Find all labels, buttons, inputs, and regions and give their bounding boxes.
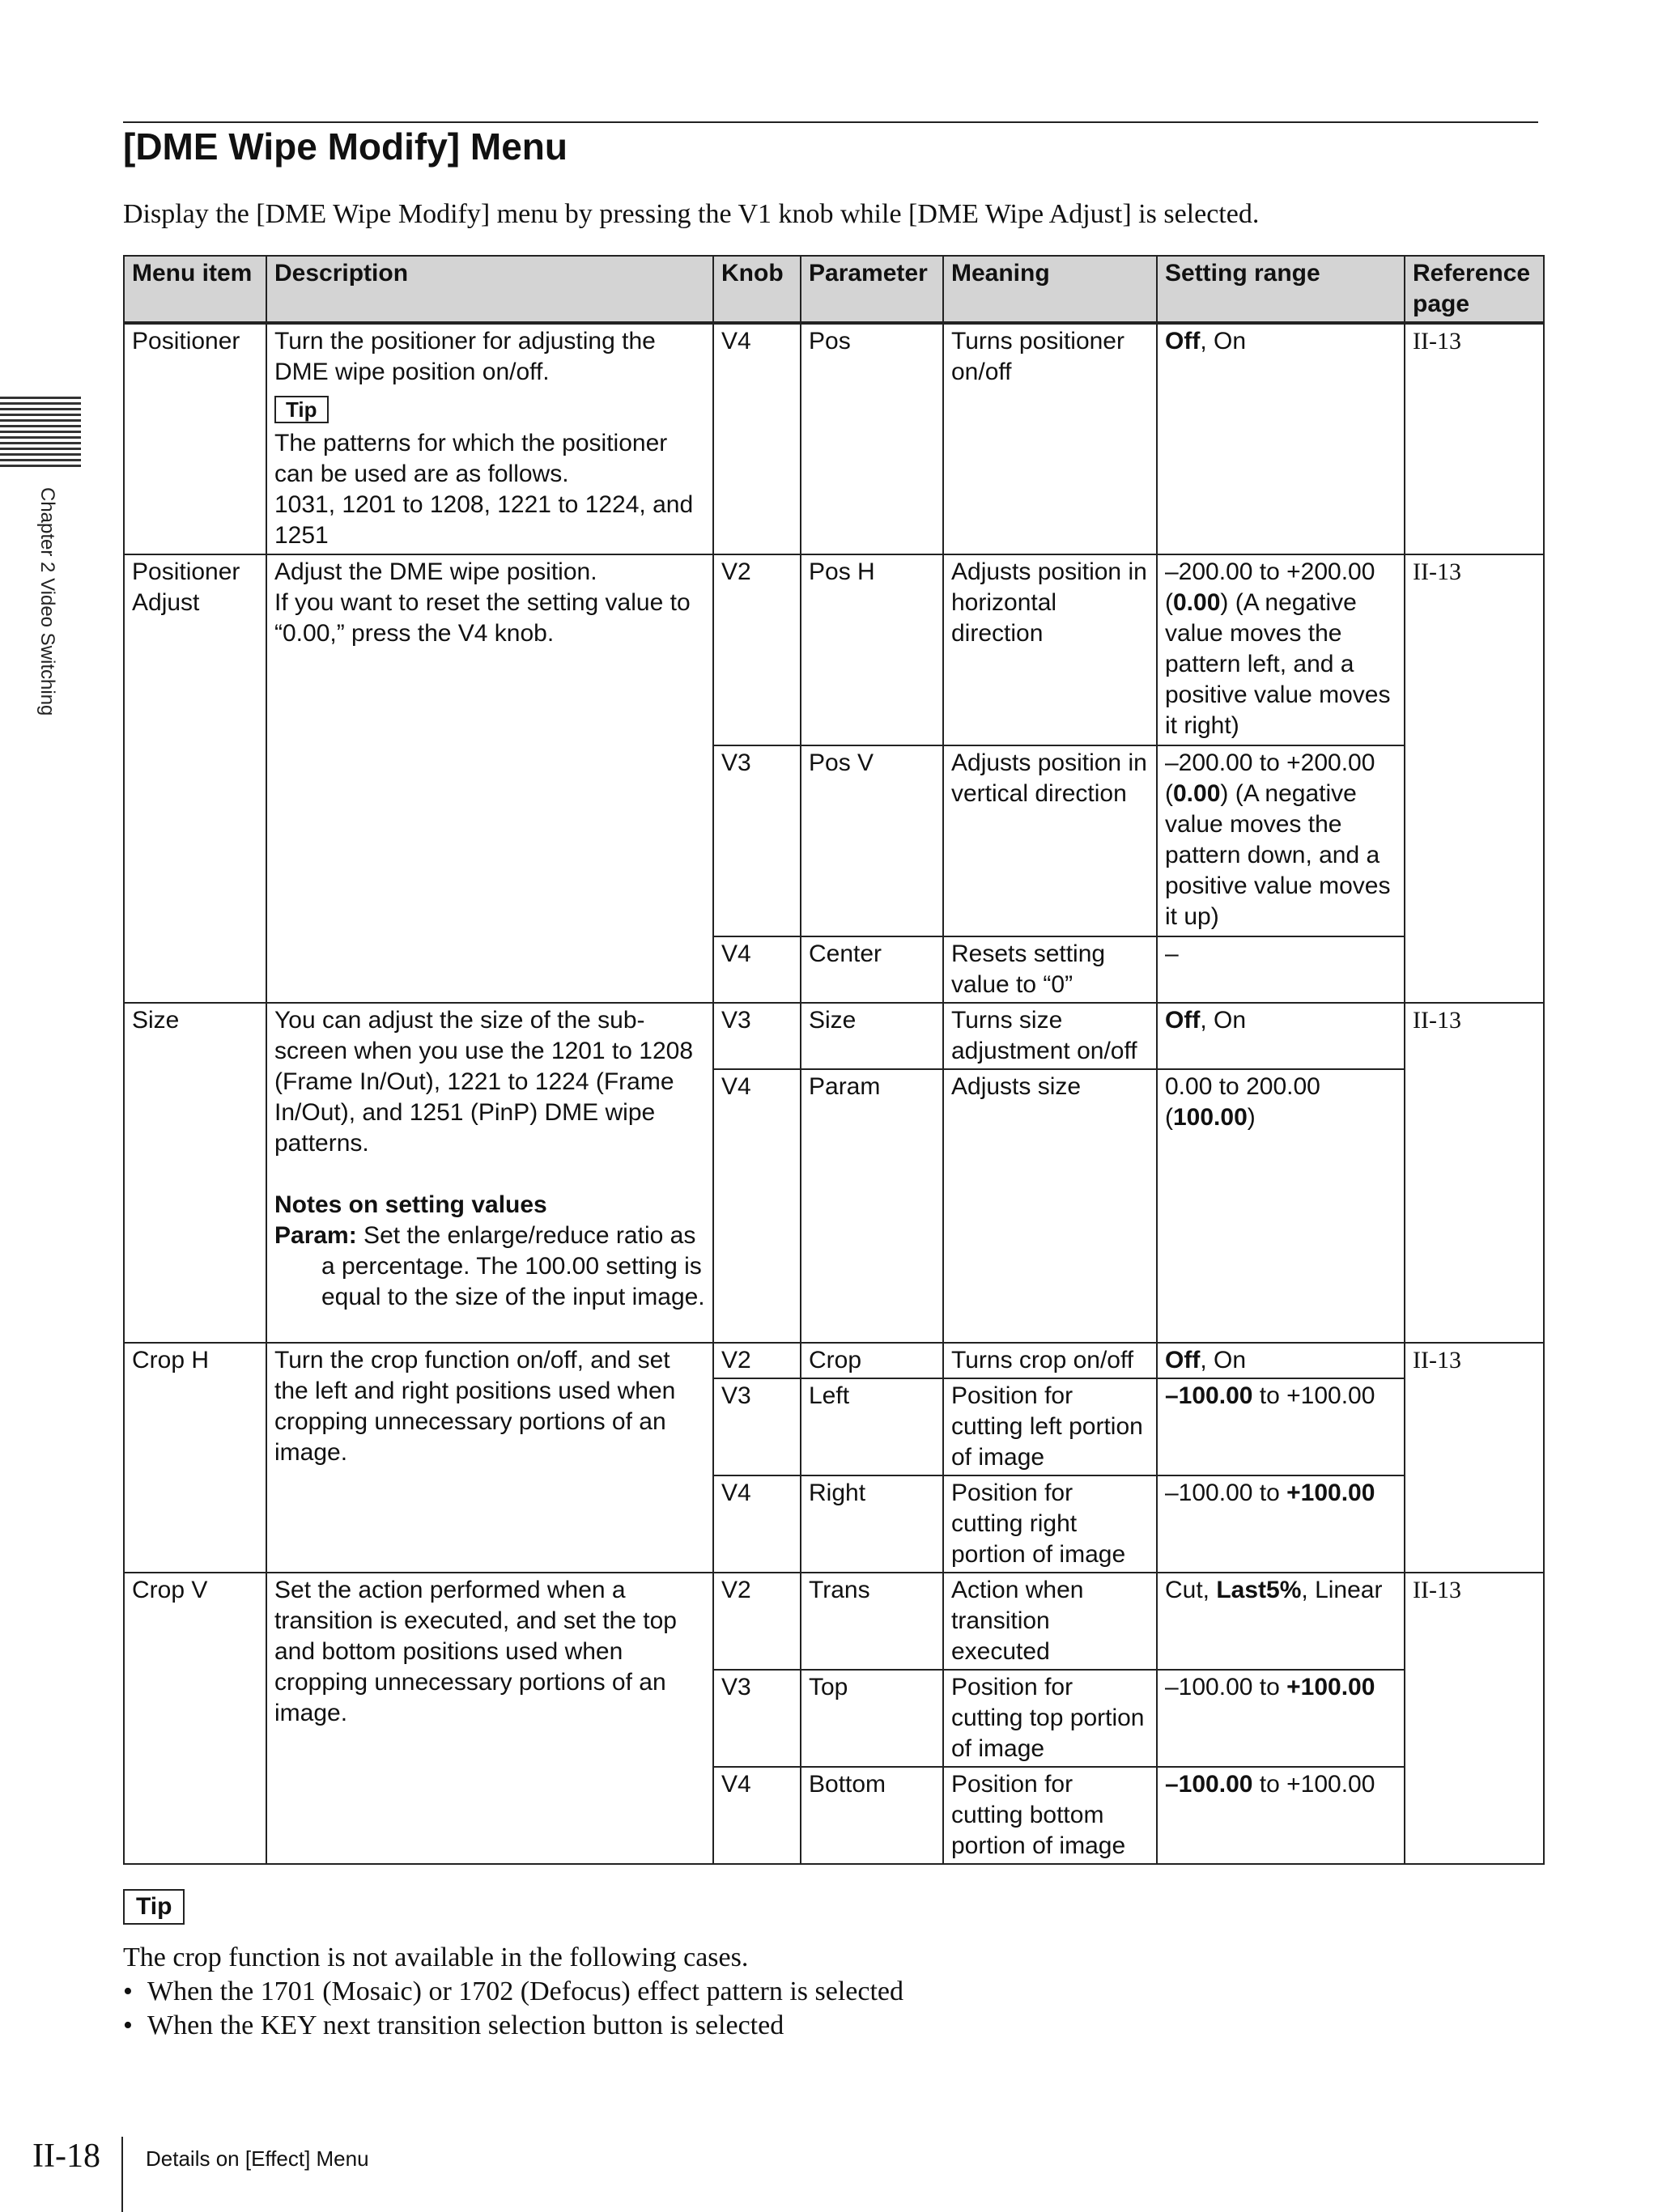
range-text: , On (1200, 1007, 1247, 1034)
parameter-cell: Top (801, 1670, 943, 1767)
meaning-cell: Action when transition executed (943, 1573, 1157, 1670)
menu-item-cell: Crop V (124, 1573, 266, 1864)
setting-range-cell (1157, 1003, 1405, 1069)
notes-heading: Notes on setting values (274, 1191, 547, 1218)
range-text: , On (1200, 328, 1247, 355)
menu-item-cell: Positioner Adjust (124, 554, 266, 1003)
header-knob: Knob (713, 256, 801, 323)
meaning-cell: Position for cutting top portion of image (943, 1670, 1157, 1767)
reference-page-cell: II-13 (1405, 1573, 1544, 1864)
parameter-cell: Left (801, 1378, 943, 1475)
range-text: , On (1200, 1347, 1247, 1373)
range-text: to +100.00 (1252, 1382, 1375, 1409)
meaning-cell: Position for cutting left portion of image (943, 1378, 1157, 1475)
notes-item (274, 1221, 705, 1313)
tip-section (123, 1941, 903, 2043)
tip-text: The patterns for which the positioner can be used are as follows. (274, 430, 668, 487)
menu-item-cell: Size (124, 1003, 266, 1343)
parameter-cell: Center (801, 936, 943, 1003)
range-text: –100.00 to (1165, 1480, 1287, 1506)
footer-section-title: Details on [Effect] Menu (146, 2146, 369, 2171)
default-value: +100.00 (1286, 1674, 1375, 1700)
meaning-cell: Adjusts position in horizontal direction (943, 554, 1157, 745)
setting-range-cell (1157, 1670, 1405, 1767)
setting-range-cell (1157, 1573, 1405, 1670)
parameter-cell: Pos V (801, 745, 943, 936)
default-value: Off (1165, 328, 1201, 355)
list-item: • When the 1701 (Mosaic) or 1702 (Defocus) effect pattern is selected (123, 1975, 903, 2009)
setting-range-cell (1157, 745, 1405, 936)
knob-cell: V4 (713, 936, 801, 1003)
meaning-cell: Turns positioner on/off (943, 323, 1157, 554)
description-text: If you want to reset the setting value to “0.00,” press the V4 knob. (274, 589, 691, 647)
range-text: Cut, (1165, 1577, 1217, 1603)
meaning-cell: Position for cutting right portion of image (943, 1475, 1157, 1573)
range-text: –200.00 to +200.00 ( (1165, 558, 1375, 616)
knob-cell: V3 (713, 1670, 801, 1767)
knob-cell: V2 (713, 1573, 801, 1670)
knob-cell: V4 (713, 323, 801, 554)
description-cell (266, 1003, 713, 1343)
default-value: –100.00 (1165, 1771, 1253, 1798)
tip-list (123, 1975, 903, 2043)
setting-range-cell (1157, 1343, 1405, 1378)
range-text: ) (1247, 1104, 1256, 1131)
setting-range-cell (1157, 554, 1405, 745)
parameter-cell: Param (801, 1069, 943, 1343)
menu-item-cell: Crop H (124, 1343, 266, 1573)
top-rule (123, 121, 1538, 123)
parameter-cell: Crop (801, 1343, 943, 1378)
setting-range-cell (1157, 1475, 1405, 1573)
range-text: –100.00 to (1165, 1674, 1287, 1700)
tip-pattern-list: 1031, 1201 to 1208, 1221 to 1224, and 1251 (274, 491, 694, 549)
header-description: Description (266, 256, 713, 323)
notes-label: Param: (274, 1222, 357, 1249)
setting-range-cell (1157, 323, 1405, 554)
description-cell: Turn the crop function on/off, and set the left and right positions used when cropping unnecessary portions of an image. (266, 1343, 713, 1573)
meaning-cell: Turns size adjustment on/off (943, 1003, 1157, 1069)
knob-cell: V3 (713, 745, 801, 936)
knob-cell: V3 (713, 1003, 801, 1069)
notes-text: Set the enlarge/reduce ratio as a percentage. The 100.00 setting is equal to the size of the input image. (321, 1222, 705, 1310)
reference-page-cell: II-13 (1405, 554, 1544, 1003)
description-cell (266, 554, 713, 1003)
range-text: ) (A negative value moves the pattern down, and a positive value moves it up) (1165, 780, 1391, 930)
knob-cell: V4 (713, 1767, 801, 1864)
range-text: –200.00 to +200.00 ( (1165, 749, 1375, 807)
header-setting-range: Setting range (1157, 256, 1405, 323)
range-text: to +100.00 (1252, 1771, 1375, 1798)
intro-paragraph: Display the [DME Wipe Modify] menu by pressing the V1 knob while [DME Wipe Adjust] is selected. (123, 199, 1260, 229)
range-text: ) (A negative value moves the pattern left, and a positive value moves it right) (1165, 589, 1391, 739)
default-value: 0.00 (1173, 780, 1221, 807)
list-item: • When the KEY next transition selection button is selected (123, 2009, 903, 2043)
footer-divider (121, 2137, 123, 2212)
header-meaning: Meaning (943, 256, 1157, 323)
chapter-tab-marker (0, 397, 81, 469)
knob-cell: V2 (713, 554, 801, 745)
meaning-cell: Adjusts position in vertical direction (943, 745, 1157, 936)
parameter-cell: Pos (801, 323, 943, 554)
table-row (124, 1343, 1544, 1378)
table-row (124, 1573, 1544, 1670)
setting-range-cell (1157, 1069, 1405, 1343)
tip-label: Tip (123, 1889, 185, 1925)
table-row (124, 554, 1544, 745)
chapter-side-label: Chapter 2 Video Switching (36, 487, 58, 716)
header-reference-page: Reference page (1405, 256, 1544, 323)
reference-page-cell: II-13 (1405, 1343, 1544, 1573)
description-cell: Set the action performed when a transition is executed, and set the top and bottom positions used when cropping unnecessary portions of an image. (266, 1573, 713, 1864)
menu-table (123, 255, 1545, 1865)
default-value: Off (1165, 1007, 1201, 1034)
menu-item-cell: Positioner (124, 323, 266, 554)
default-value: 0.00 (1173, 589, 1221, 616)
range-text: 0.00 to 200.00 ( (1165, 1073, 1320, 1131)
knob-cell: V2 (713, 1343, 801, 1378)
default-value: Off (1165, 1347, 1201, 1373)
setting-range-cell (1157, 1378, 1405, 1475)
header-parameter: Parameter (801, 256, 943, 323)
default-value: –100.00 (1165, 1382, 1253, 1409)
table-row (124, 1003, 1544, 1069)
knob-cell: V3 (713, 1378, 801, 1475)
parameter-cell: Bottom (801, 1767, 943, 1864)
page-title: [DME Wipe Modify] Menu (123, 125, 568, 168)
reference-page-cell: II-13 (1405, 323, 1544, 554)
page-number: II-18 (32, 2138, 100, 2175)
knob-cell: V4 (713, 1069, 801, 1343)
reference-page-cell: II-13 (1405, 1003, 1544, 1343)
table-header-row (124, 256, 1544, 323)
meaning-cell: Turns crop on/off (943, 1343, 1157, 1378)
meaning-cell: Adjusts size (943, 1069, 1157, 1343)
setting-range-cell: – (1157, 936, 1405, 1003)
table-row (124, 323, 1544, 554)
default-value: 100.00 (1173, 1104, 1248, 1131)
tip-text: The crop function is not available in the following cases. (123, 1942, 749, 1972)
setting-range-cell (1157, 1767, 1405, 1864)
header-menu-item: Menu item (124, 256, 266, 323)
description-text: You can adjust the size of the sub-screen when you use the 1201 to 1208 (Frame In/Out), 1221 to 1224 (Frame In/Out), and 1251 (PinP) DME wipe patterns. (274, 1007, 694, 1157)
tip-label: Tip (274, 396, 329, 423)
description-text: Adjust the DME wipe position. (274, 558, 597, 585)
meaning-cell: Position for cutting bottom portion of image (943, 1767, 1157, 1864)
parameter-cell: Size (801, 1003, 943, 1069)
range-text: , Linear (1301, 1577, 1383, 1603)
meaning-cell: Resets setting value to “0” (943, 936, 1157, 1003)
description-text: Turn the positioner for adjusting the DME wipe position on/off. (274, 328, 656, 385)
parameter-cell: Trans (801, 1573, 943, 1670)
parameter-cell: Pos H (801, 554, 943, 745)
default-value: Last5% (1216, 1577, 1302, 1603)
parameter-cell: Right (801, 1475, 943, 1573)
knob-cell: V4 (713, 1475, 801, 1573)
description-cell (266, 323, 713, 554)
default-value: +100.00 (1286, 1480, 1375, 1506)
